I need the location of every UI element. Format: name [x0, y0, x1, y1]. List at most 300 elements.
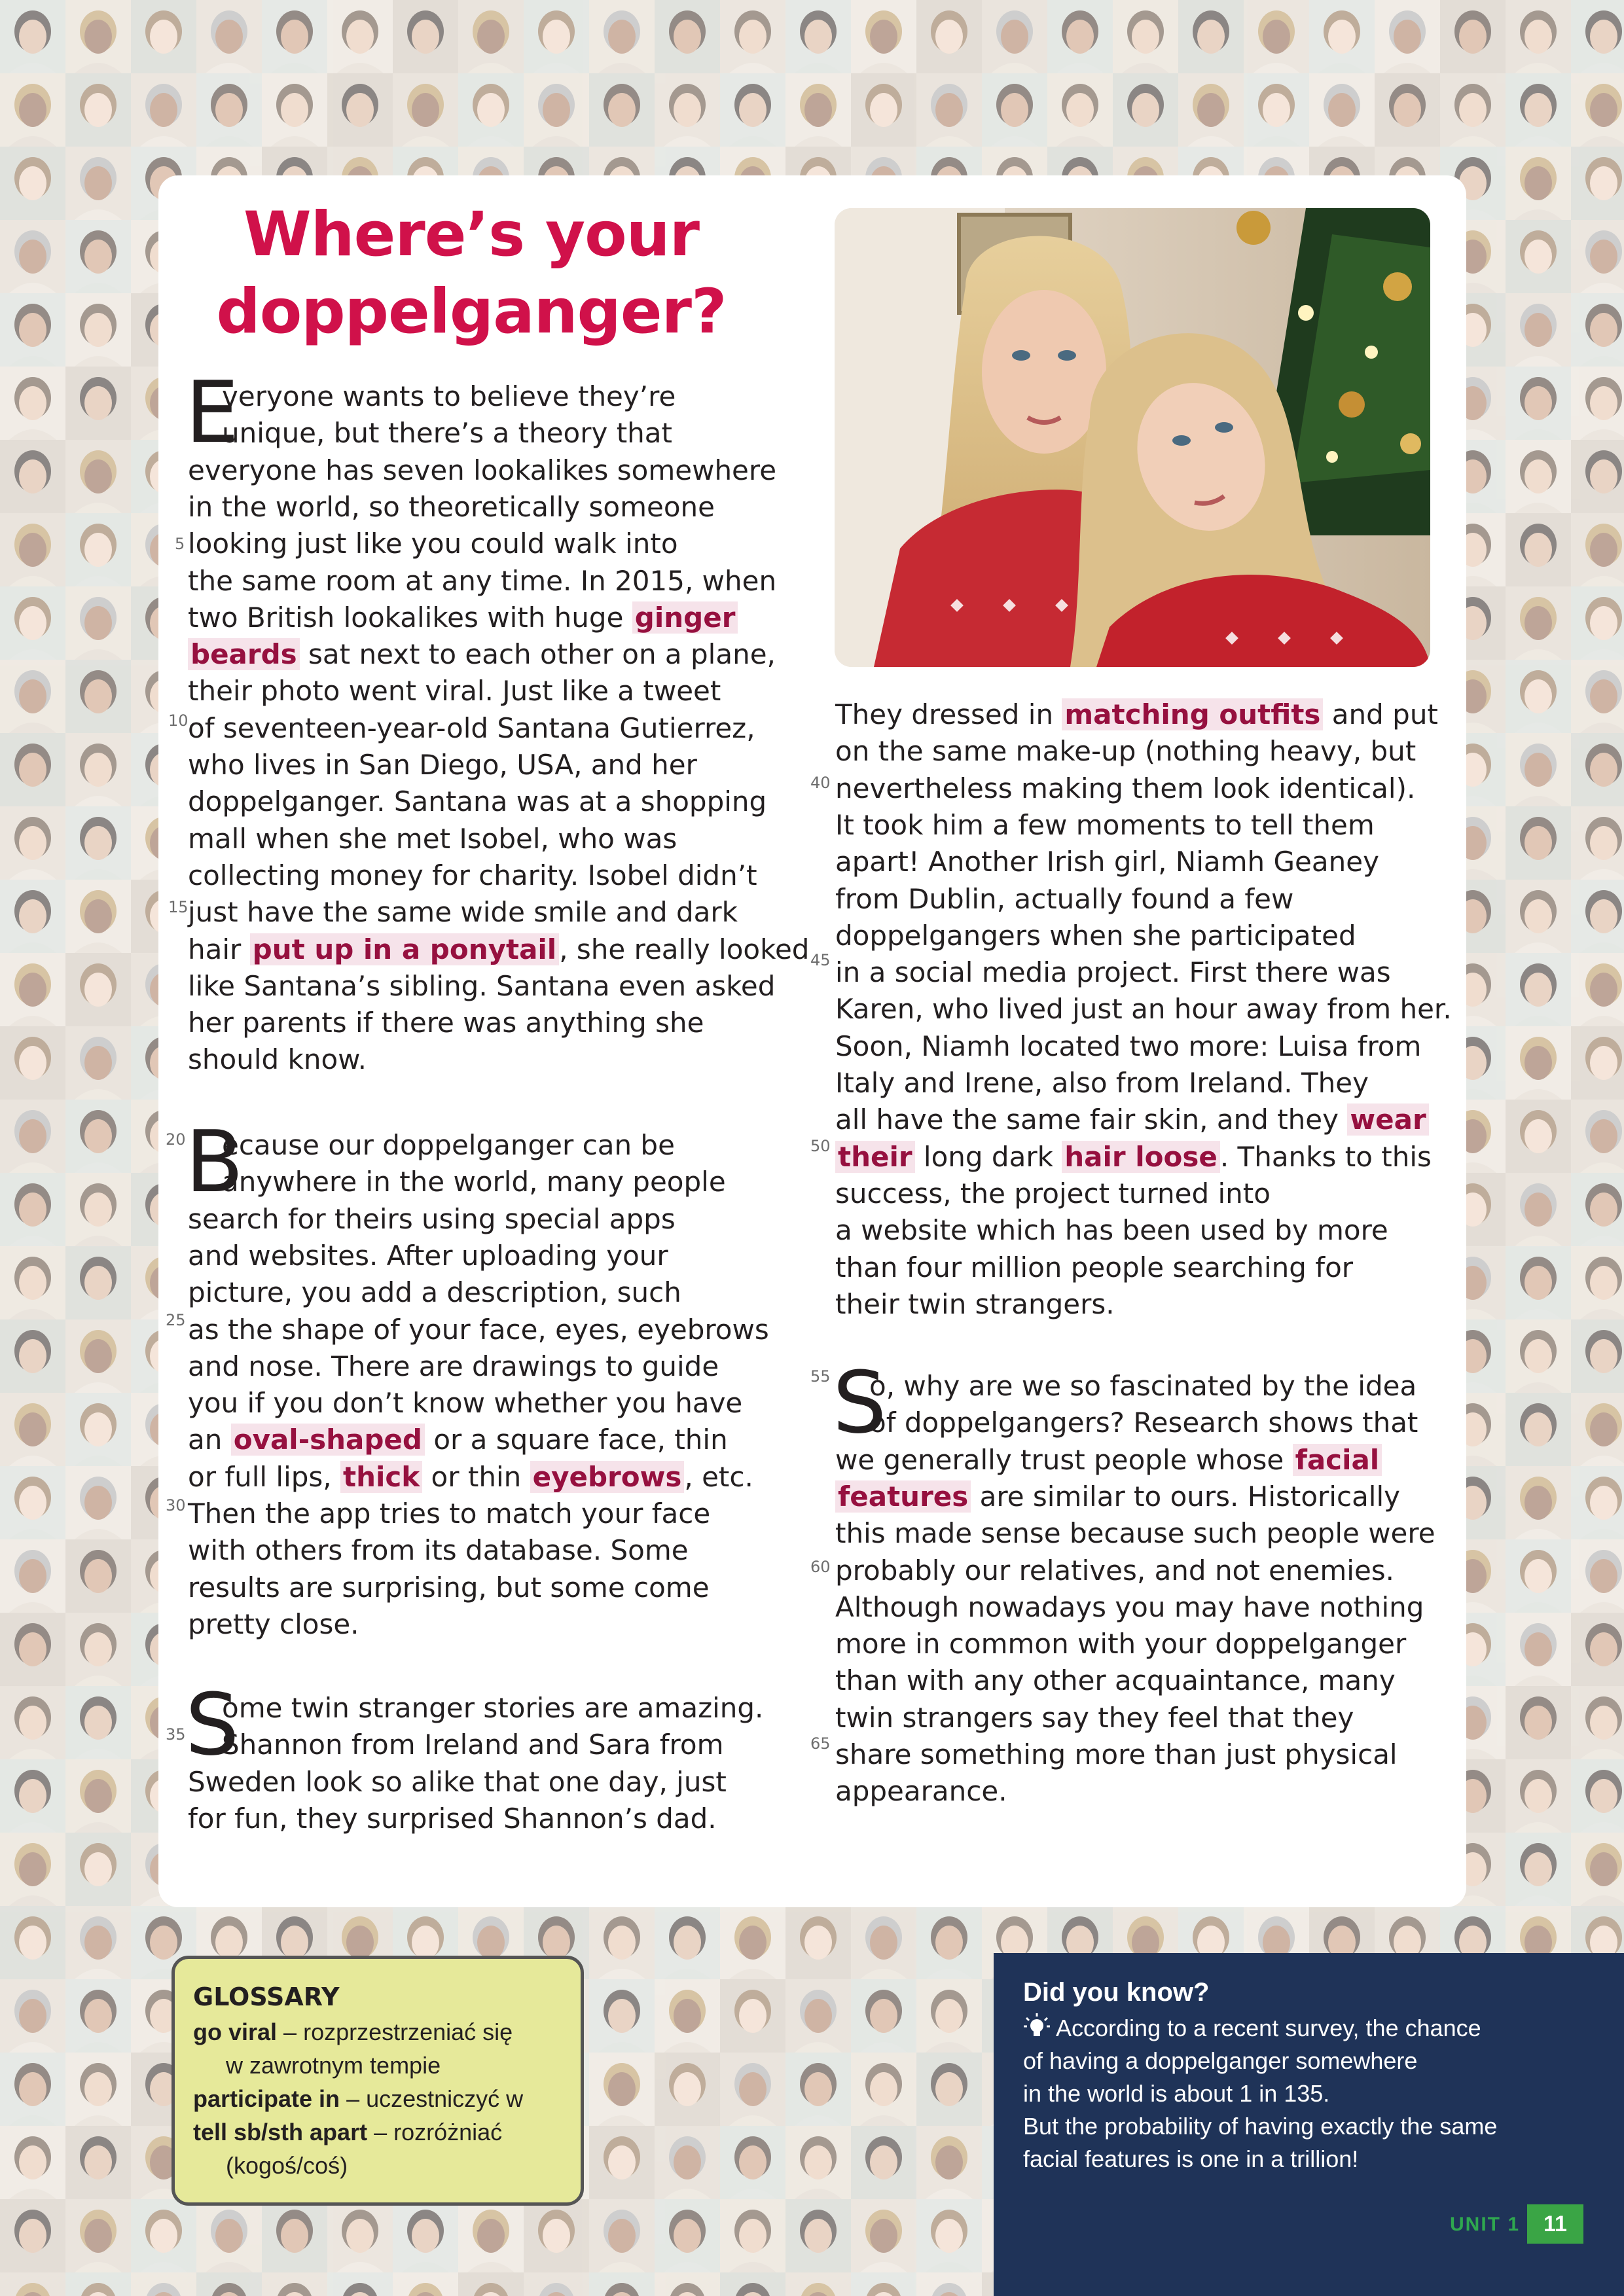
left-column-line: Shannon from Ireland and Sara from: [222, 1729, 724, 1761]
line-number: 65: [810, 1734, 831, 1753]
mosaic-portrait-tile: [0, 806, 65, 880]
mosaic-portrait-tile: [1506, 660, 1571, 733]
left-column-line: Then the app tries to match your face: [188, 1498, 711, 1530]
mosaic-portrait-tile: [0, 1833, 65, 1906]
vocabulary-highlight: eyebrows: [530, 1461, 685, 1493]
mosaic-portrait-tile: [1571, 1686, 1624, 1759]
mosaic-portrait-tile: [916, 2126, 982, 2199]
mosaic-portrait-tile: [65, 367, 131, 440]
mosaic-portrait-tile: [1571, 1539, 1624, 1613]
left-column-line: looking just like you could walk into: [188, 528, 678, 560]
vocabulary-highlight: hair loose: [1062, 1141, 1220, 1173]
right-column-line: Soon, Niamh located two more: Luisa from: [835, 1030, 1422, 1062]
left-column-line: with others from its database. Some: [188, 1534, 689, 1567]
mosaic-portrait-tile: [1440, 0, 1506, 73]
mosaic-portrait-tile: [65, 1759, 131, 1833]
mosaic-portrait-tile: [720, 2053, 785, 2126]
mosaic-portrait-tile: [65, 0, 131, 73]
mosaic-portrait-tile: [785, 2053, 851, 2126]
mosaic-portrait-tile: [1571, 220, 1624, 293]
mosaic-portrait-tile: [720, 0, 785, 73]
glossary-entry: [193, 2018, 513, 2047]
mosaic-portrait-tile: [1506, 367, 1571, 440]
mosaic-portrait-tile: [393, 2199, 458, 2272]
mosaic-portrait-tile: [1571, 1319, 1624, 1393]
mosaic-portrait-tile: [655, 1979, 720, 2053]
mosaic-portrait-tile: [1571, 147, 1624, 220]
mosaic-portrait-tile: [1506, 513, 1571, 586]
mosaic-portrait-tile: [1571, 1246, 1624, 1319]
glossary-definition: uczestniczyć w: [366, 2085, 524, 2112]
mosaic-portrait-tile: [589, 1906, 655, 1979]
mosaic-portrait-tile: [1506, 1759, 1571, 1833]
mosaic-portrait-tile: [720, 2272, 785, 2296]
did-you-know-line: of having a doppelganger somewhere: [1023, 2047, 1418, 2074]
text-run: , etc.: [684, 1460, 753, 1493]
mosaic-portrait-tile: [1506, 880, 1571, 953]
glossary-definition: w zawrotnym tempie: [226, 2052, 441, 2079]
text-run: They dressed in: [835, 698, 1062, 730]
mosaic-portrait-tile: [1571, 367, 1624, 440]
mosaic-portrait-tile: [65, 73, 131, 147]
mosaic-portrait-tile: [1506, 733, 1571, 806]
title-line-2: doppelganger?: [216, 276, 727, 348]
left-column-line: mall when she met Isobel, who was: [188, 822, 677, 855]
mosaic-portrait-tile: [262, 73, 327, 147]
left-column-line: pretty close.: [188, 1607, 359, 1640]
vocabulary-highlight: beards: [188, 638, 300, 670]
mosaic-portrait-tile: [589, 2272, 655, 2296]
mosaic-portrait-tile: [327, 73, 393, 147]
mosaic-portrait-tile: [458, 73, 524, 147]
mosaic-portrait-tile: [65, 440, 131, 513]
mosaic-portrait-tile: [785, 2126, 851, 2199]
right-column-line: from Dublin, actually found a few: [835, 882, 1294, 915]
left-column-line: results are surprising, but some come: [188, 1571, 710, 1604]
mosaic-portrait-tile: [65, 220, 131, 293]
mosaic-portrait-tile: [65, 1833, 131, 1906]
mosaic-portrait-tile: [655, 2126, 720, 2199]
vocabulary-highlight: facial: [1293, 1444, 1382, 1476]
right-column-line: [835, 1442, 1382, 1479]
left-column-line: collecting money for charity. Isobel didn’t: [188, 859, 757, 891]
mosaic-portrait-tile: [1506, 220, 1571, 293]
mosaic-portrait-tile: [0, 953, 65, 1026]
line-number: 60: [810, 1558, 831, 1576]
mosaic-portrait-tile: [65, 147, 131, 220]
left-column-line: [188, 1422, 728, 1458]
right-column-line: a website which has been used by more: [835, 1214, 1388, 1247]
mosaic-portrait-tile: [655, 2199, 720, 2272]
mosaic-portrait-tile: [589, 2126, 655, 2199]
mosaic-portrait-tile: [916, 1979, 982, 2053]
mosaic-portrait-tile: [589, 73, 655, 147]
mosaic-portrait-tile: [0, 880, 65, 953]
mosaic-portrait-tile: [1571, 293, 1624, 367]
right-column-line: success, the project turned into: [835, 1177, 1271, 1210]
right-column-line: It took him a few moments to tell them: [835, 808, 1375, 841]
mosaic-portrait-tile: [655, 1906, 720, 1979]
mosaic-portrait-tile: [1506, 806, 1571, 880]
right-column-line: appearance.: [835, 1775, 1007, 1808]
mosaic-portrait-tile: [393, 2272, 458, 2296]
mosaic-portrait-tile: [720, 2126, 785, 2199]
line-number: 35: [166, 1725, 186, 1744]
text-run: or thin: [422, 1460, 530, 1493]
mosaic-portrait-tile: [589, 2053, 655, 2126]
left-column-line: anywhere in the world, many people: [222, 1166, 726, 1198]
mosaic-portrait-tile: [851, 1979, 916, 2053]
right-column-line: o, why are we so fascinated by the idea: [869, 1370, 1417, 1402]
mosaic-portrait-tile: [0, 2272, 65, 2296]
drop-cap-letter: B: [185, 1112, 244, 1211]
mosaic-portrait-tile: [0, 220, 65, 293]
did-you-know-box: [994, 1953, 1624, 2296]
mosaic-portrait-tile: [1244, 0, 1309, 73]
text-run: hair: [188, 933, 250, 965]
mosaic-portrait-tile: [851, 2199, 916, 2272]
mosaic-portrait-tile: [0, 660, 65, 733]
mosaic-portrait-tile: [524, 2272, 589, 2296]
left-column-line: of seventeen-year-old Santana Gutierrez,: [188, 711, 755, 744]
mosaic-portrait-tile: [1571, 1759, 1624, 1833]
mosaic-portrait-tile: [196, 0, 262, 73]
right-column-line: more in common with your doppelganger: [835, 1628, 1407, 1660]
text-run: two British lookalikes with huge: [188, 601, 632, 634]
mosaic-portrait-tile: [589, 0, 655, 73]
line-number: 15: [168, 898, 189, 916]
page-number: 11: [1527, 2204, 1583, 2244]
vocabulary-highlight: features: [835, 1480, 971, 1513]
mosaic-portrait-tile: [65, 2272, 131, 2296]
mosaic-portrait-tile: [0, 1466, 65, 1539]
mosaic-portrait-tile: [131, 2272, 196, 2296]
right-column-line: Karen, who lived just an hour away from her.: [835, 993, 1452, 1026]
mosaic-portrait-tile: [1571, 586, 1624, 660]
mosaic-portrait-tile: [458, 2199, 524, 2272]
line-number: 45: [810, 951, 831, 969]
mosaic-portrait-tile: [0, 1026, 65, 1100]
mosaic-portrait-tile: [982, 0, 1047, 73]
mosaic-portrait-tile: [0, 440, 65, 513]
text-run: we generally trust people whose: [835, 1443, 1293, 1476]
line-number: 30: [166, 1496, 186, 1515]
mosaic-portrait-tile: [720, 1979, 785, 2053]
left-column-line: picture, you add a description, such: [188, 1276, 681, 1309]
mosaic-portrait-tile: [0, 586, 65, 660]
mosaic-portrait-tile: [65, 2199, 131, 2272]
mosaic-portrait-tile: [785, 1906, 851, 1979]
mosaic-portrait-tile: [393, 0, 458, 73]
mosaic-portrait-tile: [196, 2272, 262, 2296]
left-column-line: just have the same wide smile and dark: [188, 896, 738, 929]
mosaic-portrait-tile: [1571, 733, 1624, 806]
mosaic-portrait-tile: [0, 1613, 65, 1686]
mosaic-portrait-tile: [0, 1906, 65, 1979]
mosaic-portrait-tile: [785, 1979, 851, 2053]
vocabulary-highlight: matching outfits: [1062, 698, 1323, 730]
mosaic-portrait-tile: [851, 1906, 916, 1979]
line-number: 25: [166, 1311, 186, 1329]
mosaic-portrait-tile: [65, 2053, 131, 2126]
mosaic-portrait-tile: [0, 293, 65, 367]
did-you-know-line: facial features is one in a trillion!: [1023, 2145, 1359, 2172]
left-column-line: should know.: [188, 1043, 367, 1076]
mosaic-portrait-tile: [1309, 0, 1375, 73]
right-column-line: doppelgangers when she participated: [835, 919, 1356, 952]
mosaic-portrait-tile: [1506, 1613, 1571, 1686]
glossary-definition: rozróżniać: [393, 2119, 503, 2145]
right-column-line: probably our relatives, and not enemies.: [835, 1554, 1395, 1587]
mosaic-portrait-tile: [393, 73, 458, 147]
mosaic-portrait-tile: [916, 2272, 982, 2296]
line-number: 50: [810, 1137, 831, 1155]
mosaic-portrait-tile: [851, 73, 916, 147]
mosaic-portrait-tile: [1506, 1833, 1571, 1906]
mosaic-portrait-tile: [65, 1173, 131, 1246]
mosaic-portrait-tile: [1506, 293, 1571, 367]
mosaic-portrait-tile: [0, 2126, 65, 2199]
unit-label: UNIT 1: [1450, 2214, 1521, 2235]
mosaic-portrait-tile: [65, 2126, 131, 2199]
mosaic-portrait-tile: [327, 0, 393, 73]
left-column-line: her parents if there was anything she: [188, 1007, 704, 1039]
mosaic-portrait-tile: [589, 1979, 655, 2053]
mosaic-portrait-tile: [916, 2053, 982, 2126]
line-number: 55: [810, 1367, 831, 1386]
text-run: long dark: [914, 1140, 1062, 1173]
glossary-term: tell sb/sth apart: [193, 2119, 368, 2145]
mosaic-portrait-tile: [65, 293, 131, 367]
left-column-line: search for theirs using special apps: [188, 1202, 676, 1235]
vocabulary-highlight: oval-shaped: [231, 1424, 425, 1456]
mosaic-portrait-tile: [1113, 73, 1178, 147]
right-column-line: [835, 1102, 1429, 1138]
mosaic-portrait-tile: [262, 2272, 327, 2296]
mosaic-portrait-tile: [1506, 1319, 1571, 1393]
glossary-heading: GLOSSARY: [193, 1982, 340, 2011]
left-column-line: ome twin stranger stories are amazing.: [222, 1692, 764, 1724]
glossary-term: go viral: [193, 2018, 278, 2045]
mosaic-portrait-tile: [1571, 73, 1624, 147]
mosaic-portrait-tile: [1571, 513, 1624, 586]
mosaic-portrait-tile: [785, 2199, 851, 2272]
left-column-line: [188, 636, 776, 673]
mosaic-portrait-tile: [65, 513, 131, 586]
mosaic-portrait-tile: [0, 1393, 65, 1466]
drop-cap-letter: S: [185, 1675, 240, 1774]
mosaic-portrait-tile: [0, 1246, 65, 1319]
mosaic-portrait-tile: [262, 0, 327, 73]
mosaic-portrait-tile: [1571, 806, 1624, 880]
mosaic-portrait-tile: [524, 73, 589, 147]
glossary-entry: [226, 2051, 441, 2080]
right-column-line: of doppelgangers? Research shows that: [869, 1407, 1418, 1439]
left-column-line: in the world, so theoretically someone: [188, 490, 715, 523]
mosaic-portrait-tile: [0, 1759, 65, 1833]
text-run: an: [188, 1424, 231, 1456]
mosaic-portrait-tile: [720, 73, 785, 147]
did-you-know-text-run: According to a recent survey, the chance: [1056, 2015, 1481, 2041]
left-column-line: ecause our doppelganger can be: [222, 1129, 675, 1161]
mosaic-portrait-tile: [1309, 73, 1375, 147]
mosaic-portrait-tile: [655, 0, 720, 73]
mosaic-portrait-tile: [65, 806, 131, 880]
mosaic-portrait-tile: [1506, 1539, 1571, 1613]
left-column-line: veryone wants to believe they’re: [222, 380, 676, 412]
mosaic-portrait-tile: [851, 2272, 916, 2296]
lightbulb-icon: [1023, 2015, 1056, 2041]
glossary-entry: [193, 2118, 502, 2147]
left-column-line: and nose. There are drawings to guide: [188, 1350, 719, 1382]
mosaic-portrait-tile: [655, 73, 720, 147]
drop-cap-letter: E: [185, 363, 240, 462]
left-column-line: you if you don’t know whether you have: [188, 1387, 743, 1420]
mosaic-portrait-tile: [851, 0, 916, 73]
mosaic-portrait-tile: [1506, 1466, 1571, 1539]
mosaic-portrait-tile: [1571, 440, 1624, 513]
mosaic-portrait-tile: [1506, 1686, 1571, 1759]
mosaic-portrait-tile: [1178, 0, 1244, 73]
mosaic-portrait-tile: [0, 733, 65, 806]
mosaic-portrait-tile: [1571, 1393, 1624, 1466]
glossary-separator: –: [367, 2119, 394, 2145]
mosaic-portrait-tile: [458, 2272, 524, 2296]
title-line-1: Where’s your: [244, 199, 699, 270]
right-column-line: apart! Another Irish girl, Niamh Geaney: [835, 846, 1379, 878]
mosaic-portrait-tile: [65, 586, 131, 660]
mosaic-portrait-tile: [0, 1100, 65, 1173]
mosaic-portrait-tile: [785, 2272, 851, 2296]
did-you-know-line: But the probability of having exactly the same: [1023, 2113, 1498, 2140]
mosaic-portrait-tile: [65, 733, 131, 806]
glossary-box: [171, 1956, 584, 2206]
left-column-line: [188, 931, 809, 968]
right-column-line: twin strangers say they feel that they: [835, 1701, 1354, 1734]
mosaic-portrait-tile: [327, 2272, 393, 2296]
mosaic-portrait-tile: [524, 0, 589, 73]
mosaic-portrait-tile: [655, 2053, 720, 2126]
glossary-separator: –: [277, 2018, 304, 2045]
mosaic-portrait-tile: [327, 2199, 393, 2272]
vocabulary-highlight: thick: [340, 1461, 422, 1493]
mosaic-portrait-tile: [1571, 0, 1624, 73]
left-column-line: the same room at any time. In 2015, when: [188, 564, 777, 597]
mosaic-portrait-tile: [0, 1686, 65, 1759]
text-run: or a square face, thin: [424, 1424, 728, 1456]
mosaic-portrait-tile: [1178, 73, 1244, 147]
vocabulary-highlight: ginger: [632, 601, 738, 634]
mosaic-portrait-tile: [916, 73, 982, 147]
mosaic-portrait-tile: [1047, 0, 1113, 73]
mosaic-portrait-tile: [1375, 73, 1440, 147]
left-column-line: everyone has seven lookalikes somewhere: [188, 454, 777, 486]
right-column-line: their twin strangers.: [835, 1287, 1115, 1320]
mosaic-portrait-tile: [65, 1539, 131, 1613]
mosaic-portrait-tile: [785, 0, 851, 73]
mosaic-portrait-tile: [982, 73, 1047, 147]
mosaic-portrait-tile: [131, 0, 196, 73]
mosaic-portrait-tile: [196, 2199, 262, 2272]
mosaic-portrait-tile: [0, 73, 65, 147]
left-column-line: [188, 1459, 753, 1496]
mosaic-portrait-tile: [1571, 1466, 1624, 1539]
did-you-know-line: in the world is about 1 in 135.: [1023, 2080, 1330, 2107]
left-column-line: for fun, they surprised Shannon’s dad.: [188, 1802, 717, 1835]
mosaic-portrait-tile: [916, 2199, 982, 2272]
mosaic-portrait-tile: [0, 1173, 65, 1246]
text-run: . Thanks to this: [1219, 1140, 1432, 1173]
glossary-definition: (kogoś/coś): [226, 2152, 348, 2179]
mosaic-portrait-tile: [589, 2199, 655, 2272]
mosaic-portrait-tile: [916, 1906, 982, 1979]
glossary-definition: rozprzestrzeniać się: [303, 2018, 513, 2045]
mosaic-portrait-tile: [720, 1906, 785, 1979]
mosaic-portrait-tile: [1571, 1100, 1624, 1173]
mosaic-portrait-tile: [131, 2199, 196, 2272]
mosaic-portrait-tile: [131, 73, 196, 147]
twins-photo: [835, 208, 1430, 667]
line-number: 40: [810, 774, 831, 792]
text-run: sat next to each other on a plane,: [299, 638, 776, 671]
text-run: are similar to ours. Historically: [971, 1480, 1400, 1513]
mosaic-portrait-tile: [1571, 880, 1624, 953]
mosaic-portrait-tile: [1506, 586, 1571, 660]
mosaic-portrait-tile: [1506, 1393, 1571, 1466]
mosaic-portrait-tile: [1571, 1613, 1624, 1686]
mosaic-portrait-tile: [1506, 1026, 1571, 1100]
mosaic-portrait-tile: [785, 73, 851, 147]
mosaic-portrait-tile: [65, 1100, 131, 1173]
mosaic-portrait-tile: [0, 147, 65, 220]
mosaic-portrait-tile: [1571, 1026, 1624, 1100]
left-column-line: [188, 600, 738, 636]
left-column-line: and websites. After uploading your: [188, 1239, 668, 1272]
mosaic-portrait-tile: [65, 953, 131, 1026]
left-column-line: their photo went viral. Just like a tweet: [188, 675, 721, 708]
mosaic-portrait-tile: [0, 1979, 65, 2053]
drop-cap-letter: S: [833, 1353, 887, 1452]
mosaic-portrait-tile: [1506, 440, 1571, 513]
glossary-term: participate in: [193, 2085, 340, 2112]
right-column-line: [835, 1479, 1400, 1515]
vocabulary-highlight: their: [835, 1141, 915, 1173]
line-number: 20: [166, 1130, 186, 1149]
mosaic-portrait-tile: [1571, 1833, 1624, 1906]
did-you-know-heading: Did you know?: [1023, 1978, 1210, 2007]
text-run: and put: [1323, 698, 1438, 730]
mosaic-portrait-tile: [1571, 953, 1624, 1026]
mosaic-portrait-tile: [0, 1539, 65, 1613]
line-number: 10: [168, 711, 189, 730]
right-column-line: [835, 1139, 1432, 1175]
mosaic-portrait-tile: [1571, 660, 1624, 733]
right-column-line: than four million people searching for: [835, 1251, 1354, 1283]
mosaic-portrait-tile: [0, 0, 65, 73]
mosaic-portrait-tile: [458, 0, 524, 73]
mosaic-portrait-tile: [1440, 73, 1506, 147]
mosaic-portrait-tile: [65, 1246, 131, 1319]
mosaic-portrait-tile: [0, 2053, 65, 2126]
left-column-line: Sweden look so alike that one day, just: [188, 1765, 727, 1798]
mosaic-portrait-tile: [65, 1613, 131, 1686]
left-column-line: who lives in San Diego, USA, and her: [188, 749, 697, 781]
line-number: 5: [175, 535, 185, 553]
mosaic-portrait-tile: [1244, 73, 1309, 147]
mosaic-portrait-tile: [262, 2199, 327, 2272]
right-column-line: this made sense because such people were: [835, 1517, 1435, 1550]
right-column-line: nevertheless making them look identical).: [835, 772, 1416, 804]
